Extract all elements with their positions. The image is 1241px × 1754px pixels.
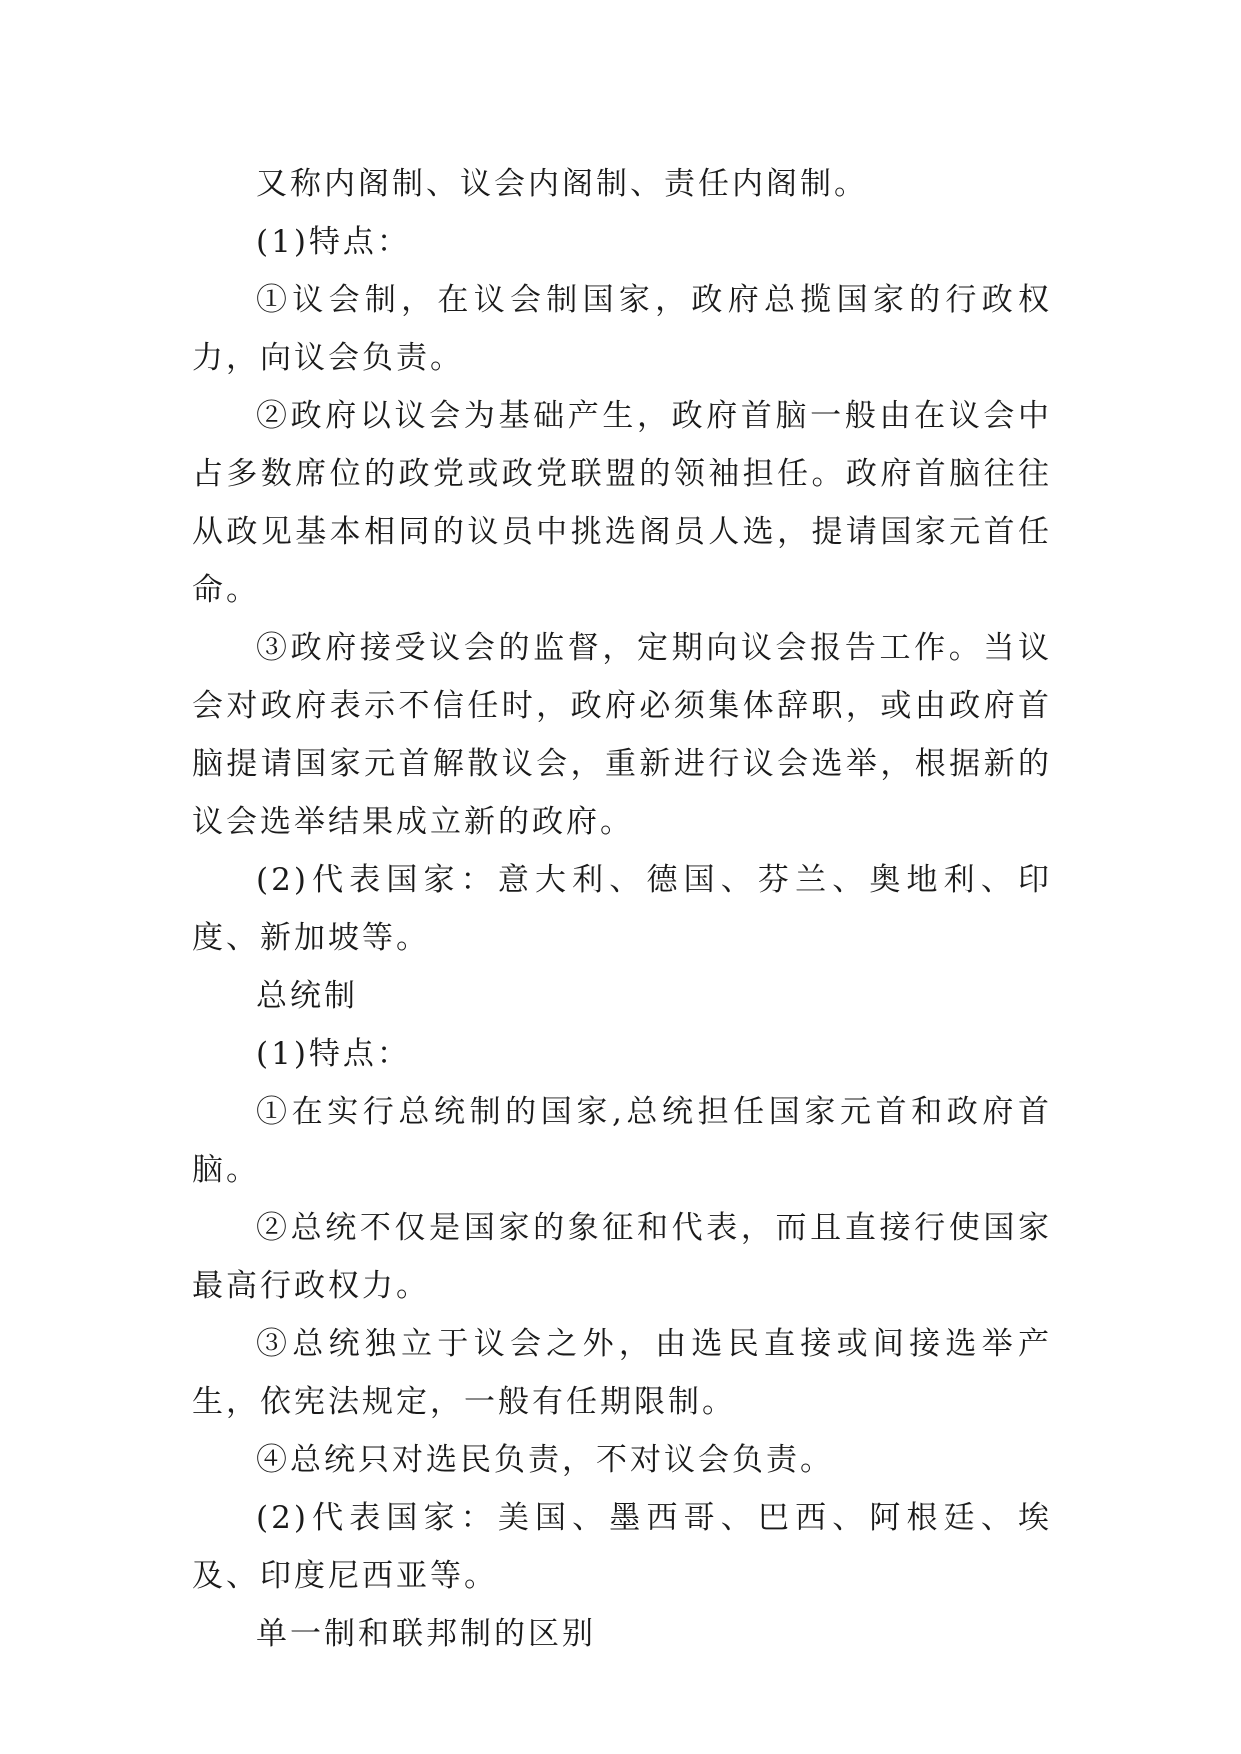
paragraph-presidential-feature-3: ③总统独立于议会之外，由选民直接或间接选举产生，依宪法规定，一般有任期限制。 [192, 1326, 1052, 1420]
paragraph-cabinet-feature-1: ①议会制，在议会制国家，政府总揽国家的行政权力，向议会负责。 [192, 282, 1052, 376]
document-body [192, 155, 1052, 1663]
paragraph-unitary-federal-heading: 单一制和联邦制的区别 [256, 1616, 596, 1652]
paragraph-presidential-feature-2: ②总统不仅是国家的象征和代表，而且直接行使国家最高行政权力。 [192, 1210, 1052, 1304]
paragraph-presidential-feature-4: ④总统只对选民负责，不对议会负责。 [256, 1442, 834, 1478]
paragraph-presidential-heading: 总统制 [256, 978, 358, 1014]
paragraph-presidential-countries: (2)代表国家：美国、墨西哥、巴西、阿根廷、埃及、印度尼西亚等。 [192, 1500, 1052, 1594]
paragraph-cabinet-countries: (2)代表国家：意大利、德国、芬兰、奥地利、印度、新加坡等。 [192, 862, 1052, 956]
paragraph-cabinet-feature-3: ③政府接受议会的监督，定期向议会报告工作。当议会对政府表示不信任时，政府必须集体辞职，或由政府首脑提请国家元首解散议会，重新进行议会选举，根据新的议会选举结果成立新的政府。 [192, 630, 1052, 840]
paragraph-presidential-features-heading: (1)特点： [256, 1036, 411, 1072]
paragraph-presidential-feature-1: ①在实行总统制的国家,总统担任国家元首和政府首脑。 [192, 1094, 1052, 1188]
paragraph-cabinet-feature-2: ②政府以议会为基础产生，政府首脑一般由在议会中占多数席位的政党或政党联盟的领袖担任。政府首脑往往从政见基本相同的议员中挑选阁员人选，提请国家元首任命。 [192, 398, 1052, 608]
paragraph-cabinet-intro: 又称内阁制、议会内阁制、责任内阁制。 [256, 166, 868, 202]
paragraph-cabinet-features-heading: (1)特点： [256, 224, 411, 260]
